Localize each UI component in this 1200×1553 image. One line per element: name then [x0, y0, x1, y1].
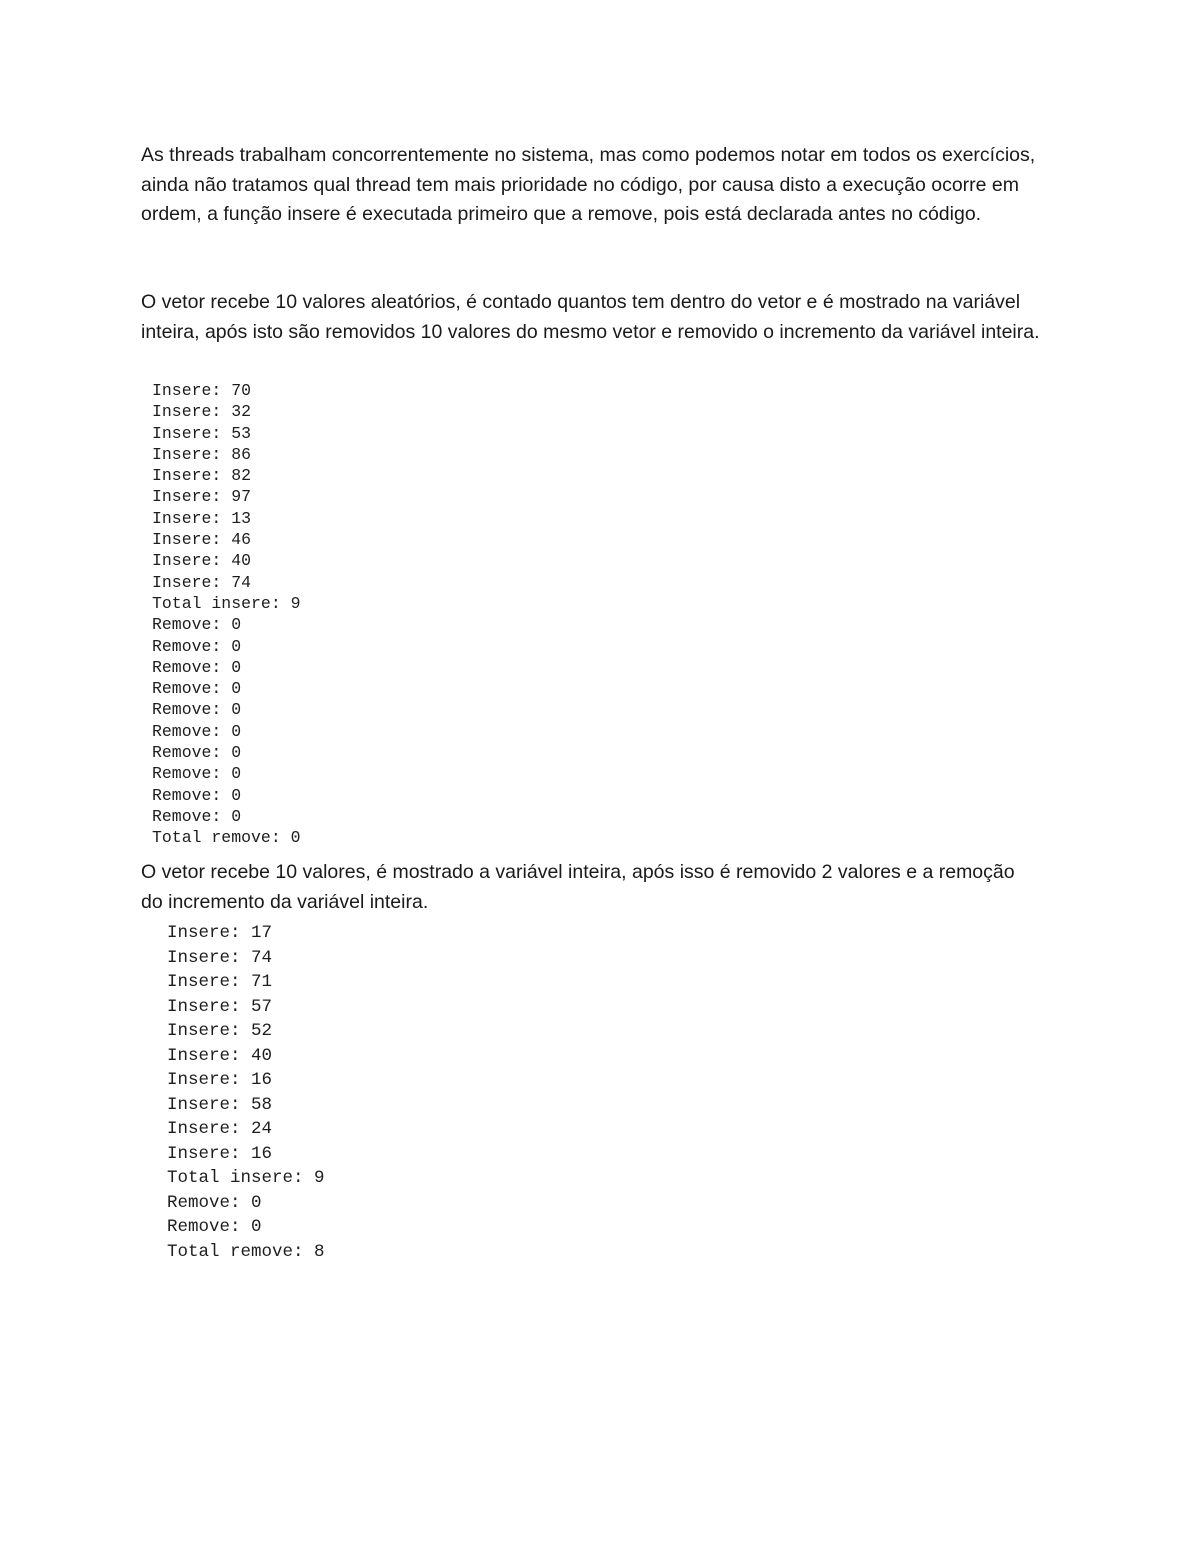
console-line: Insere: 71 [167, 972, 273, 992]
console-line: Remove: 0 [152, 764, 242, 784]
console-line: Remove: 0 [152, 679, 242, 699]
console-line: Insere: 82 [152, 466, 252, 486]
console-line: Remove: 0 [152, 806, 242, 826]
console-line-total-remove: Total remove: 0 [152, 828, 301, 848]
console-line: Insere: 57 [167, 996, 273, 1017]
console-line: Remove: 0 [152, 615, 242, 635]
paragraph-thread-priority: As threads trabalham concorrentemente no sistema, mas como podemos notar em todos os exercícios, ainda não tratamos qual thread tem mais prioridade no código, por causa disto a execução ocorre em ordem, a função insere é executada primeiro que a remove, pois está declarada antes no código. [141, 144, 1036, 225]
console-line: Insere: 70 [152, 381, 252, 400]
console-line: Insere: 86 [152, 444, 252, 464]
console-line: Remove: 0 [167, 1217, 262, 1237]
console-line: Insere: 24 [167, 1119, 273, 1139]
console-output-first-run [152, 380, 301, 849]
console-line-total-insere: Total insere: 9 [152, 593, 301, 613]
console-line-total-remove: Total remove: 8 [167, 1241, 325, 1262]
console-line: Insere: 58 [167, 1094, 273, 1115]
paragraph-ten-values: O vetor recebe 10 valores, é mostrado a variável inteira, após isso é removido 2 valores e a remoção do incremento da variável inteira. [141, 861, 1015, 913]
console-line: Remove: 0 [152, 785, 242, 805]
console-output-second-run [167, 921, 325, 1264]
console-line: Insere: 74 [152, 572, 252, 592]
console-line: Insere: 32 [152, 402, 252, 422]
console-line: Insere: 40 [152, 551, 252, 571]
console-line: Insere: 40 [167, 1045, 273, 1066]
console-line: Insere: 17 [167, 923, 273, 943]
console-line-total-insere: Total insere: 9 [167, 1168, 325, 1188]
console-line: Insere: 53 [152, 423, 252, 443]
console-line: Remove: 0 [152, 721, 242, 741]
console-line: Insere: 16 [167, 1070, 273, 1090]
console-line: Remove: 0 [152, 743, 242, 763]
paragraph-random-values: O vetor recebe 10 valores aleatórios, é contado quantos tem dentro do vetor e é mostrado na variável inteira, após isto são removidos 10 valores do mesmo vetor e removido o incremento da variável inteira. [141, 291, 1040, 343]
console-line: Remove: 0 [152, 700, 242, 720]
console-line: Insere: 74 [167, 947, 273, 968]
console-line: Remove: 0 [152, 636, 242, 656]
console-line: Insere: 46 [152, 530, 252, 550]
console-line: Insere: 97 [152, 487, 252, 507]
console-line: Insere: 52 [167, 1021, 273, 1041]
console-line: Remove: 0 [152, 657, 242, 677]
console-line: Insere: 16 [167, 1143, 273, 1164]
console-line: Insere: 13 [152, 508, 252, 528]
console-line: Remove: 0 [167, 1192, 262, 1213]
